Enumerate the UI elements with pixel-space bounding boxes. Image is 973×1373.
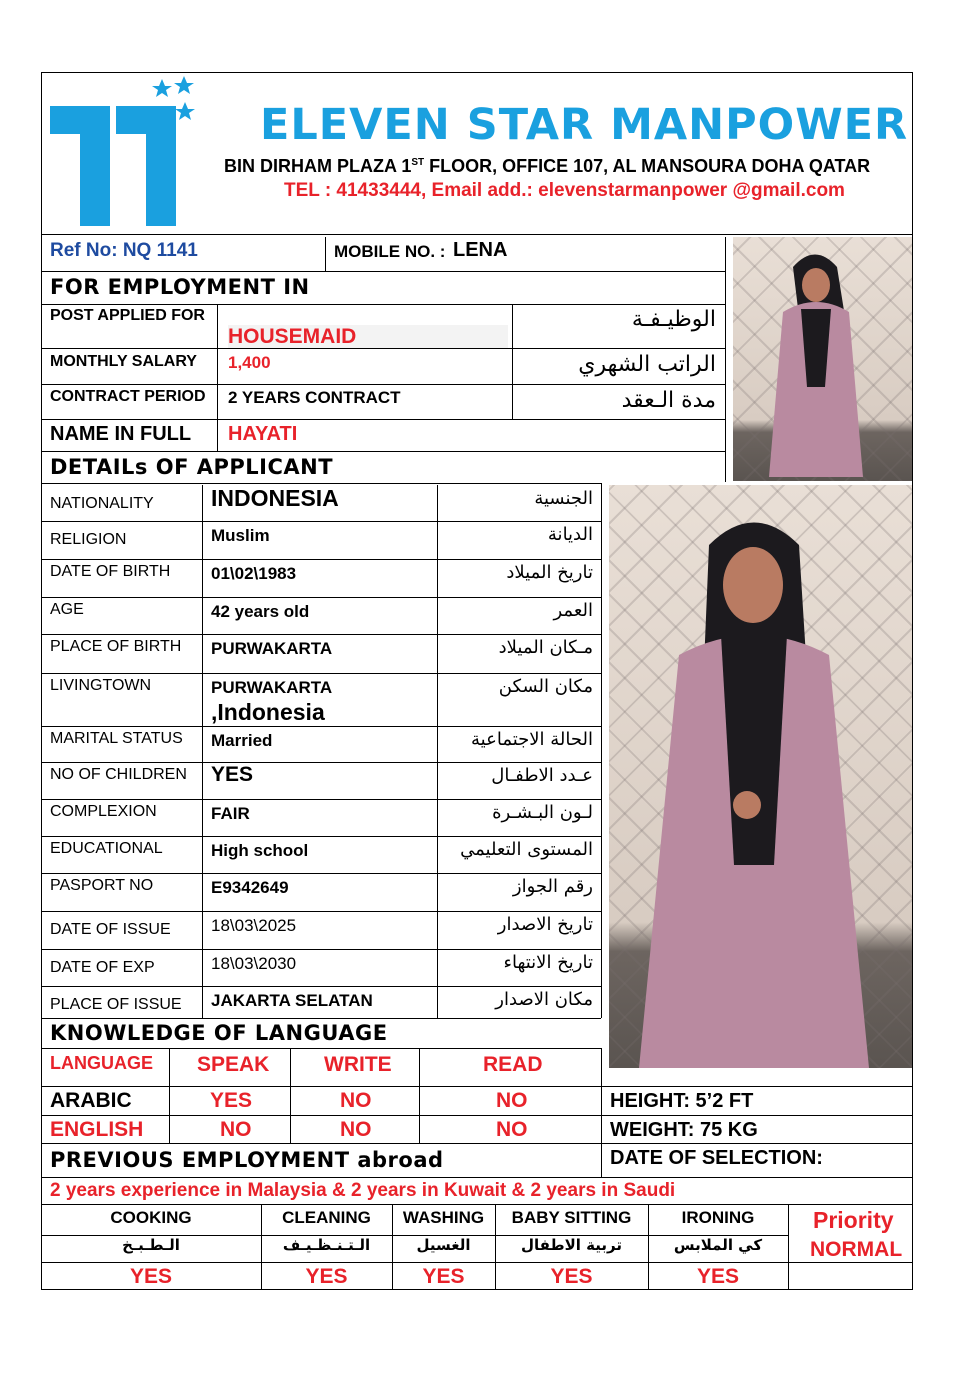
salary-arabic: الراتب الشهري: [578, 352, 716, 377]
lang-arabic: ARABIC: [50, 1089, 132, 1112]
detail-value: FAIR: [211, 804, 250, 823]
skill-value: YES: [550, 1265, 593, 1288]
detail-label: PASPORT NO: [50, 877, 154, 894]
detail-label: AGE: [50, 601, 84, 618]
detail-label: MARITAL STATUS: [50, 730, 183, 747]
applicant-photo-small: [733, 237, 912, 481]
skill-arabic: تربية الاطفال: [521, 1236, 622, 1254]
salary-value: 1,400: [228, 353, 271, 372]
company-contact: TEL : 41433444, Email add.: elevenstarmanpower @gmail.com: [284, 180, 845, 201]
previous-section-title: PREVIOUS EMPLOYMENT abroad: [50, 1148, 444, 1172]
skill-value: YES: [129, 1265, 173, 1288]
detail-arabic: تاريخ الاصدار: [497, 914, 593, 935]
post-value: HOUSEMAID: [228, 325, 508, 348]
lang-arabic-speak: YES: [210, 1089, 253, 1112]
employment-section-title: FOR EMPLOYMENT IN: [50, 275, 310, 299]
address-prefix: BIN DIRHAM PLAZA 1: [224, 156, 412, 176]
skill-english: COOKING: [110, 1208, 192, 1227]
ref-number: Ref No: NQ 1141: [50, 240, 198, 261]
detail-arabic: مكان الاصدار: [495, 989, 593, 1010]
detail-value: High school: [211, 841, 309, 860]
detail-value: 18\03\2030: [211, 954, 297, 973]
mobile-label: MOBILE NO. :: [334, 242, 446, 261]
skill-arabic: كي الملابس: [673, 1236, 763, 1254]
contract-value: 2 YEARS CONTRACT: [228, 388, 401, 407]
height-value: HEIGHT: 5’2 FT: [610, 1090, 754, 1112]
weight-value: WEIGHT: 75 KG: [610, 1119, 758, 1141]
detail-label: PLACE OF BIRTH: [50, 638, 182, 655]
detail-arabic: تاريخ الميلاد: [506, 562, 593, 583]
lang-header-speak: SPEAK: [197, 1053, 270, 1076]
skill-arabic: الغسيل: [416, 1236, 471, 1254]
detail-label: DATE OF ISSUE: [50, 921, 171, 938]
lang-arabic-read: NO: [496, 1089, 528, 1112]
applicant-photo-large: [609, 485, 912, 1068]
detail-value: JAKARTA SELATAN: [211, 991, 373, 1010]
detail-value-second-line: ,Indonesia: [211, 699, 325, 725]
detail-value: Married: [211, 731, 273, 750]
name-label: NAME IN FULL: [50, 423, 192, 445]
lang-english-write: NO: [340, 1118, 372, 1141]
address-suffix: FLOOR, OFFICE 107, AL MANSOURA DOHA QATAR: [424, 156, 871, 176]
skill-english: CLEANING: [282, 1208, 371, 1227]
skill-arabic: الـتـنـظـيـف: [282, 1236, 371, 1254]
skill-value: YES: [696, 1265, 740, 1288]
detail-value: 42 years old: [211, 602, 310, 621]
detail-arabic: المستوى التعليمي: [460, 839, 593, 860]
detail-arabic: العمر: [553, 600, 593, 621]
skill-english: IRONING: [681, 1208, 755, 1227]
contract-label: CONTRACT PERIOD: [50, 388, 206, 405]
lang-english-read: NO: [496, 1118, 528, 1141]
detail-value: 01\02\1983: [211, 564, 297, 583]
details-section-title: DETAILs OF APPLICANT: [50, 455, 334, 479]
lang-english: ENGLISH: [50, 1118, 144, 1141]
detail-arabic: مكان السكن: [498, 676, 593, 697]
detail-label: RELIGION: [50, 531, 127, 548]
company-logo: [50, 76, 200, 226]
detail-label: EDUCATIONAL: [50, 840, 163, 857]
detail-arabic: تاريخ الانتهاء: [503, 952, 593, 973]
mobile-value: LENA: [453, 239, 508, 261]
lang-header-language: LANGUAGE: [50, 1053, 153, 1073]
priority-value: NORMAL: [810, 1238, 903, 1261]
lang-header-read: READ: [483, 1053, 543, 1076]
skill-value: YES: [422, 1265, 465, 1288]
detail-label: COMPLEXION: [50, 803, 157, 820]
detail-arabic: الحالة الاجتماعية: [471, 729, 593, 750]
detail-value: PURWAKARTA: [211, 678, 333, 697]
detail-label: DATE OF BIRTH: [50, 563, 171, 580]
detail-label: LIVINGTOWN: [50, 677, 152, 694]
name-value: HAYATI: [228, 423, 298, 445]
skill-value: YES: [305, 1265, 348, 1288]
detail-label: DATE OF EXP: [50, 959, 155, 976]
skill-english: WASHING: [402, 1208, 485, 1227]
experience-text: 2 years experience in Malaysia & 2 years in Kuwait & 2 years in Saudi: [50, 1180, 676, 1201]
detail-value: E9342649: [211, 878, 289, 897]
detail-value: YES: [211, 763, 254, 786]
detail-label: NO OF CHILDREN: [50, 766, 187, 783]
address-sup: ST: [411, 157, 425, 168]
post-label: POST APPLIED FOR: [50, 307, 205, 324]
contract-arabic: مدة الـعقد: [621, 388, 716, 413]
detail-arabic: الجنسية: [534, 488, 593, 509]
salary-label: MONTHLY SALARY: [50, 353, 197, 370]
detail-value: PURWAKARTA: [211, 639, 333, 658]
skill-english: BABY SITTING: [511, 1208, 632, 1227]
company-address: [224, 157, 870, 175]
detail-arabic: رقم الجواز: [512, 876, 593, 897]
skill-arabic: الـطـبـخ: [122, 1236, 180, 1254]
detail-label: NATIONALITY: [50, 495, 154, 512]
lang-english-speak: NO: [220, 1118, 252, 1141]
detail-arabic: عـدد الاطفـال: [491, 765, 593, 786]
detail-value: INDONESIA: [211, 485, 339, 511]
detail-value: Muslim: [211, 526, 270, 545]
company-name: ELEVEN STAR MANPOWER: [260, 100, 909, 150]
lang-header-write: WRITE: [324, 1053, 392, 1076]
detail-arabic: مـكان الميلاد: [498, 637, 593, 658]
language-section-title: KNOWLEDGE OF LANGUAGE: [50, 1021, 388, 1045]
detail-label: PLACE OF ISSUE: [50, 996, 182, 1013]
selection-date-label: DATE OF SELECTION:: [610, 1147, 823, 1169]
detail-value: 18\03\2025: [211, 916, 297, 935]
detail-arabic: لـون البـشـرة: [492, 802, 593, 823]
post-arabic: الوظيـفـة: [631, 307, 716, 332]
detail-arabic: الديانة: [547, 524, 593, 545]
lang-arabic-write: NO: [340, 1089, 372, 1112]
priority-label: Priority: [813, 1207, 894, 1233]
